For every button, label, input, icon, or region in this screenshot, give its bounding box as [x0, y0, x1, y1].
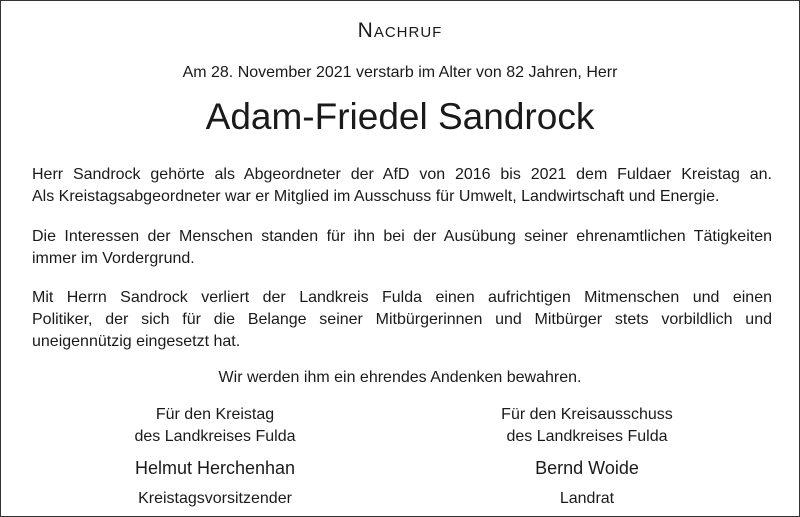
paragraph-line: Politiker, der sich für die Belange seiner Mitbürgerinnen und Mitbürger stets vorbildlich und — [32, 311, 772, 328]
paragraph-line: uneigennützig eingesetzt hat. — [32, 333, 241, 350]
signature-org-line: des Landkreises Fulda — [506, 428, 668, 445]
paragraph-line: immer im Vordergrund. — [32, 250, 195, 267]
signature-org-line: des Landkreises Fulda — [134, 428, 296, 445]
signature-org-line: Für den Kreistag — [155, 406, 275, 423]
notice-title: Nachruf — [357, 19, 443, 42]
paragraph-tribute — [32, 287, 772, 353]
paragraph-line: Als Kreistagsabgeordneter war er Mitglied im Ausschuss für Umwelt, Landwirtschaft und Energie. — [32, 188, 720, 205]
signature-person: Helmut Herchenhan — [134, 458, 296, 478]
signature-role: Kreistagsvorsitzender — [138, 490, 292, 507]
signature-kreisausschuss — [437, 404, 737, 510]
notice-intro: Am 28. November 2021 verstarb im Alter von 82 Jahren, Herr — [182, 64, 618, 81]
paragraph-interests — [32, 226, 772, 270]
signature-role: Landrat — [559, 490, 615, 507]
paragraph-service — [32, 164, 772, 208]
signature-person: Bernd Woide — [535, 458, 639, 478]
closing-line: Wir werden ihm ein ehrendes Andenken bewahren. — [218, 369, 582, 386]
paragraph-line: Herr Sandrock gehörte als Abgeordneter der AfD von 2016 bis 2021 dem Fuldaer Kreistag an. — [32, 166, 772, 183]
paragraph-line: Die Interessen der Menschen standen für ihn bei der Ausübung seiner ehrenamtlichen Tätigkeiten — [32, 228, 772, 245]
deceased-name: Adam-Friedel Sandrock — [205, 96, 595, 137]
signature-kreistag — [65, 404, 365, 510]
paragraph-line: Mit Herrn Sandrock verliert der Landkreis Fulda einen aufrichtigen Mitmenschen und einen — [32, 289, 772, 306]
signature-org-line: Für den Kreisausschuss — [501, 406, 673, 423]
